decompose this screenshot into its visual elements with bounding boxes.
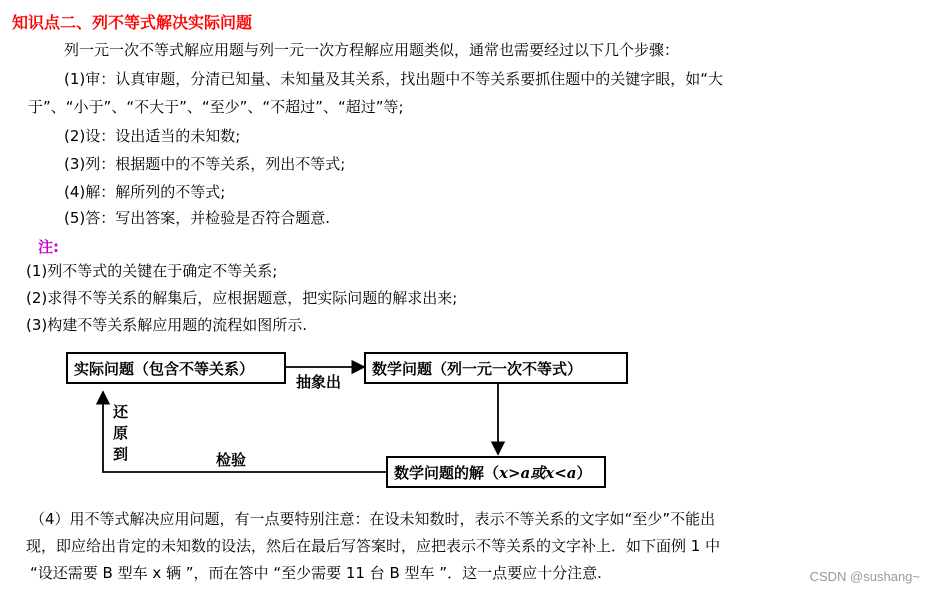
section-heading: 知识点二、列不等式解决实际问题 <box>12 13 253 32</box>
box-math-solution <box>386 456 606 488</box>
step-2: (2)设：设出适当的未知数; <box>64 127 241 145</box>
step-5: (5)答：写出答案，并检验是否符合题意. <box>64 209 331 227</box>
intro-paragraph: 列一元一次不等式解应用题与列一元一次方程解应用题类似，通常也需要经过以下几个步骤： <box>64 41 680 59</box>
watermark: CSDN @sushang~ <box>809 569 920 584</box>
para4-line-3: “设还需要 B 型车 x 辆 ”，而在答中 “至少需要 11 台 B 型车 ”．这一点要应十分注意. <box>30 564 602 582</box>
note-label: 注: <box>38 238 59 256</box>
box-math-problem <box>364 352 628 384</box>
para4-line-1: （4）用不等式解决应用问题，有一点要特别注意：在设未知数时，表示不等关系的文字如“至少”不能出 <box>30 510 716 528</box>
step-1-line-2: 于”、“小于”、“不大于”、“至少”、“不超过”、“超过”等; <box>28 98 404 116</box>
step-4: (4)解：解所列的不等式; <box>64 183 226 201</box>
note-1: (1)列不等式的关键在于确定不等关系; <box>26 262 278 280</box>
box-math-solution-suffix: ） <box>576 463 592 482</box>
note-2: (2)求得不等关系的解集后，应根据题意，把实际问题的解求出来; <box>26 289 458 307</box>
label-restore: 还原到 <box>113 403 129 463</box>
box-math-problem-label: 数学问题（列一元一次不等式） <box>372 359 583 378</box>
step-3: (3)列：根据题中的不等关系，列出不等式; <box>64 155 346 173</box>
label-abstract: 抽象出 <box>296 373 342 391</box>
para4-line-2: 现，即应给出肯定的未知数的设法，然后在最后写答案时，应把表示不等关系的文字补上．如下面例 1 中 <box>26 537 721 555</box>
note-3: (3)构建不等关系解应用题的流程如图所示. <box>26 316 308 334</box>
step-1-line-1: (1)审：认真审题，分清已知量、未知量及其关系，找出题中不等关系要抓住题中的关键字眼，如“大 <box>64 70 724 88</box>
box-real-problem <box>66 352 286 384</box>
box-math-solution-prefix: 数学问题的解（ <box>394 463 500 482</box>
label-check: 检验 <box>216 451 247 469</box>
box-real-problem-label: 实际问题（包含不等关系） <box>74 359 255 378</box>
box-math-solution-condition: x>a或x<a <box>499 463 577 482</box>
